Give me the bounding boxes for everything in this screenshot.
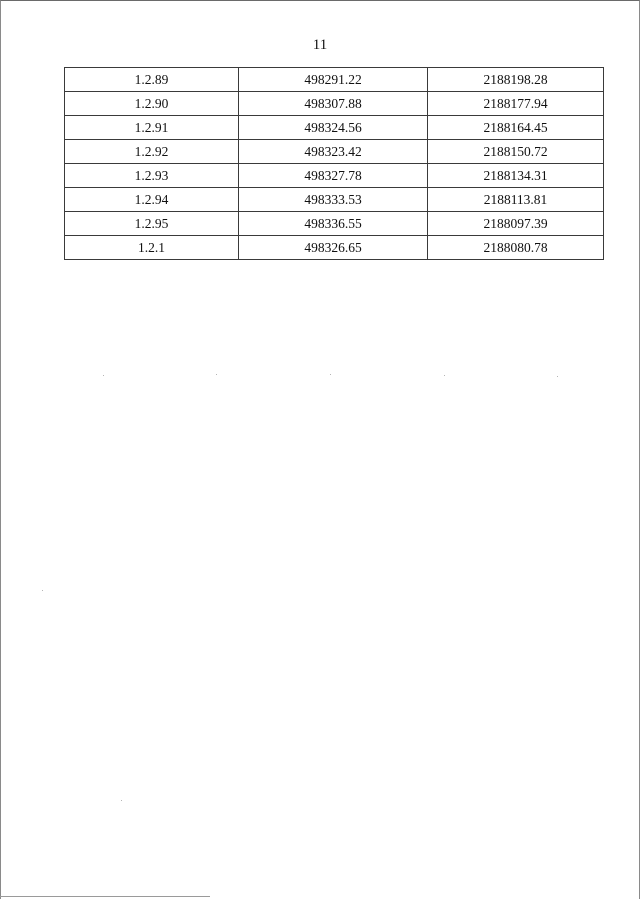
y-coordinate-cell: 2188080.78	[428, 236, 604, 260]
table-row	[65, 68, 604, 92]
y-coordinate-cell: 2188113.81	[428, 188, 604, 212]
y-coordinate-cell: 2188150.72	[428, 140, 604, 164]
scan-speck	[444, 375, 445, 376]
y-coordinate-cell: 2188134.31	[428, 164, 604, 188]
page-number: 11	[312, 37, 328, 53]
y-coordinate-cell: 2188164.45	[428, 116, 604, 140]
point-id-cell: 1.2.89	[65, 68, 239, 92]
x-coordinate-cell: 498324.56	[239, 116, 428, 140]
scan-edge-line	[0, 896, 210, 897]
y-coordinate-cell: 2188097.39	[428, 212, 604, 236]
y-coordinate-cell: 2188177.94	[428, 92, 604, 116]
x-coordinate-cell: 498333.53	[239, 188, 428, 212]
table-row	[65, 212, 604, 236]
table-row	[65, 236, 604, 260]
x-coordinate-cell: 498326.65	[239, 236, 428, 260]
scan-speck	[330, 374, 331, 375]
scan-speck	[557, 376, 558, 377]
table-row	[65, 164, 604, 188]
x-coordinate-cell: 498307.88	[239, 92, 428, 116]
y-coordinate-cell: 2188198.28	[428, 68, 604, 92]
point-id-cell: 1.2.91	[65, 116, 239, 140]
table-row	[65, 140, 604, 164]
point-id-cell: 1.2.93	[65, 164, 239, 188]
x-coordinate-cell: 498336.55	[239, 212, 428, 236]
point-id-cell: 1.2.94	[65, 188, 239, 212]
scan-speck	[216, 374, 217, 375]
table-row	[65, 92, 604, 116]
point-id-cell: 1.2.92	[65, 140, 239, 164]
table-row	[65, 188, 604, 212]
x-coordinate-cell: 498323.42	[239, 140, 428, 164]
x-coordinate-cell: 498291.22	[239, 68, 428, 92]
scan-speck	[42, 590, 43, 591]
point-id-cell: 1.2.90	[65, 92, 239, 116]
point-id-cell: 1.2.95	[65, 212, 239, 236]
x-coordinate-cell: 498327.78	[239, 164, 428, 188]
scan-speck	[121, 800, 122, 801]
scan-speck	[103, 375, 104, 376]
point-id-cell: 1.2.1	[65, 236, 239, 260]
coordinates-table	[64, 67, 604, 260]
table-row	[65, 116, 604, 140]
